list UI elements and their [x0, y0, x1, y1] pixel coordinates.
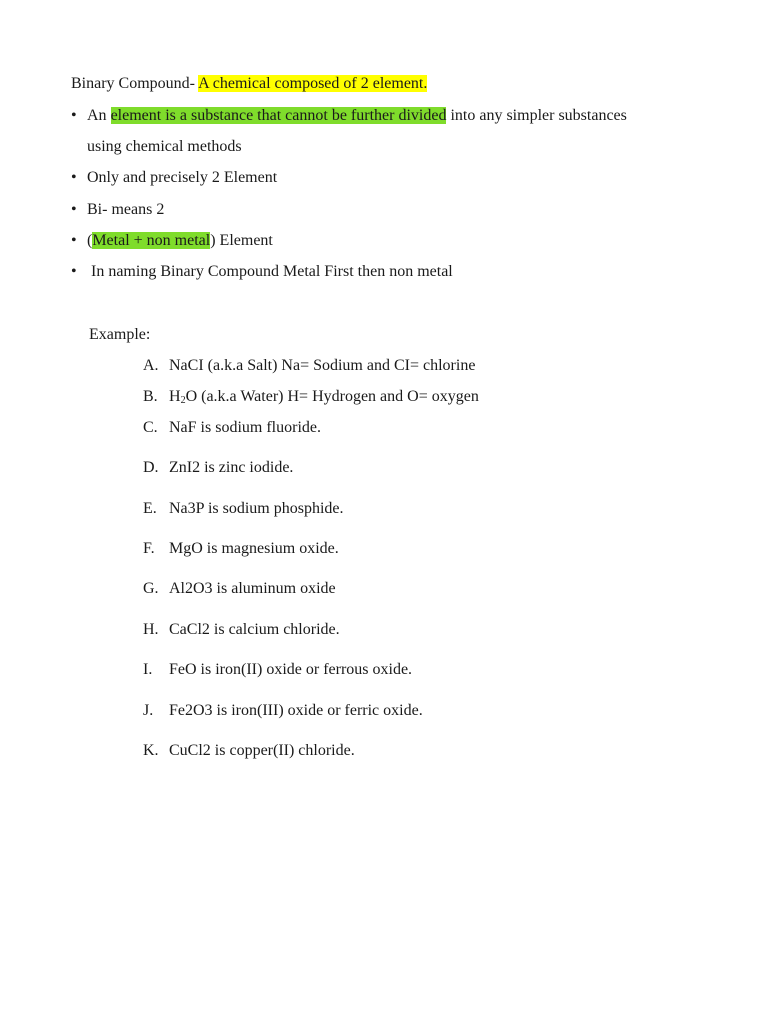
- bullet-1-highlight: element is a substance that cannot be further divided: [110, 107, 447, 124]
- example-text: CuCl2 is copper(II) chloride.: [169, 742, 355, 759]
- bullet-2-text: Only and precisely 2 Element: [87, 169, 278, 186]
- bullet-5-text: In naming Binary Compound Metal First then non metal: [87, 263, 453, 280]
- bullet-symbol: •: [71, 232, 77, 249]
- bullet-symbol: •: [71, 263, 77, 280]
- heading-highlight: A chemical composed of 2 element.: [198, 75, 428, 92]
- example-letter: J.: [143, 702, 154, 719]
- formula-subscript: 2: [180, 395, 186, 406]
- example-letter: F.: [143, 540, 155, 557]
- example-text: NaCI (a.k.a Salt) Na= Sodium and CI= chlorine: [169, 357, 476, 374]
- heading-line: [71, 74, 427, 94]
- bullet-1-after: into any simpler substances: [446, 107, 627, 124]
- example-text: FeO is iron(II) oxide or ferrous oxide.: [169, 661, 413, 678]
- bullet-item-4: [71, 231, 273, 251]
- example-letter: G.: [143, 580, 159, 597]
- bullet-item-1: [71, 106, 627, 126]
- bullet-item-2: [71, 168, 277, 188]
- example-text: Na3P is sodium phosphide.: [169, 500, 344, 517]
- bullet-symbol: •: [71, 169, 77, 186]
- example-letter: C.: [143, 419, 158, 436]
- example-letter: E.: [143, 500, 157, 517]
- bullet-item-3: [71, 200, 164, 220]
- bullet-4-open: (: [87, 232, 93, 249]
- example-letter: K.: [143, 742, 159, 759]
- bullet-4-after: ) Element: [210, 232, 273, 249]
- bullet-4-highlight: Metal + non metal: [92, 232, 211, 249]
- bullet-1-continuation: using chemical methods: [87, 138, 242, 155]
- example-letter: A.: [143, 357, 159, 374]
- bullet-3-text: Bi- means 2: [87, 201, 165, 218]
- heading-prefix: Binary Compound-: [71, 75, 199, 92]
- example-text: [169, 387, 479, 407]
- example-label: Example:: [89, 326, 151, 343]
- formula-main: H: [169, 388, 181, 405]
- example-text: ZnI2 is zinc iodide.: [169, 459, 294, 476]
- example-letter: B.: [143, 388, 158, 405]
- bullet-symbol: •: [71, 107, 77, 124]
- example-letter: I.: [143, 661, 153, 678]
- example-text: MgO is magnesium oxide.: [169, 540, 339, 557]
- bullet-item-5: [71, 262, 453, 282]
- formula-rest: O (a.k.a Water) H= Hydrogen and O= oxygen: [185, 388, 479, 405]
- example-text: Fe2O3 is iron(III) oxide or ferric oxide.: [169, 702, 423, 719]
- example-text: Al2O3 is aluminum oxide: [169, 580, 336, 597]
- bullet-symbol: •: [71, 201, 77, 218]
- example-text: CaCl2 is calcium chloride.: [169, 621, 340, 638]
- example-letter: D.: [143, 459, 159, 476]
- bullet-1-before: An: [87, 107, 111, 124]
- example-text: NaF is sodium fluoride.: [169, 419, 321, 436]
- example-letter: H.: [143, 621, 159, 638]
